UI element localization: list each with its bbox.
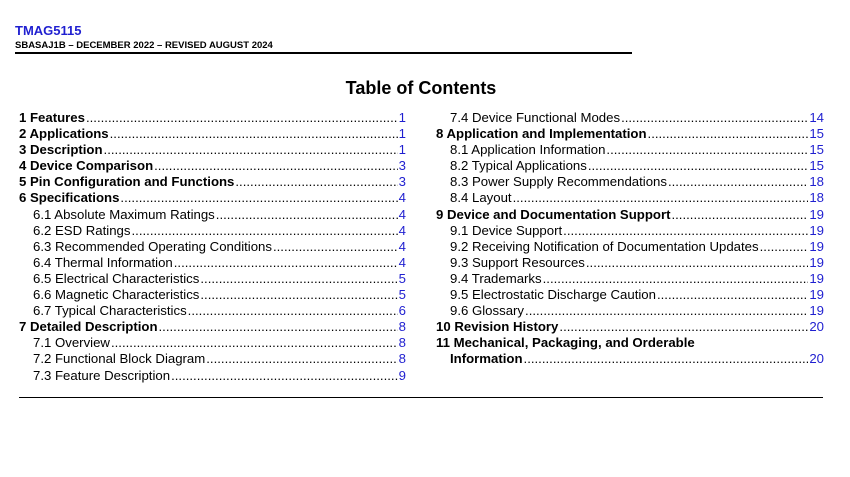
toc-entry-label[interactable]: 6 Specifications bbox=[19, 190, 120, 206]
toc-leader-dots bbox=[159, 319, 398, 335]
toc-leader-dots bbox=[154, 158, 398, 174]
toc-entry-7-1-overview[interactable] bbox=[19, 335, 406, 351]
toc-leader-dots bbox=[513, 190, 809, 206]
toc-entry-8-2-typical-applications[interactable] bbox=[436, 158, 824, 174]
toc-leader-dots bbox=[606, 142, 808, 158]
toc-entry-label[interactable]: 7.1 Overview bbox=[33, 335, 110, 351]
toc-leader-dots bbox=[588, 158, 808, 174]
toc-entry-6-6-magnetic-characteristics[interactable] bbox=[19, 287, 406, 303]
toc-page-link[interactable]: 19 bbox=[809, 254, 824, 270]
toc-page-link[interactable]: 18 bbox=[809, 174, 824, 190]
toc-entry-label[interactable]: 8.3 Power Supply Recommendations bbox=[450, 174, 667, 190]
toc-page-link[interactable]: 9 bbox=[398, 367, 406, 383]
toc-page-link[interactable]: 3 bbox=[398, 174, 406, 190]
toc-entry-6-7-typical-characteristics[interactable] bbox=[19, 303, 406, 319]
toc-entry-8-application-and-implementation[interactable] bbox=[436, 126, 824, 142]
toc-entry-8-3-power-supply-recommendations[interactable] bbox=[436, 174, 824, 190]
toc-entry-6-2-esd-ratings[interactable] bbox=[19, 223, 406, 239]
toc-page-link[interactable]: 20 bbox=[809, 351, 824, 367]
footer-divider bbox=[19, 397, 823, 398]
toc-page-link[interactable]: 4 bbox=[398, 254, 406, 270]
toc-leader-dots bbox=[110, 126, 398, 142]
toc-entry-label[interactable]: 8.4 Layout bbox=[450, 190, 512, 206]
header-divider bbox=[15, 52, 632, 54]
toc-entry-label[interactable]: 6.3 Recommended Operating Conditions bbox=[33, 238, 272, 254]
toc-entry-7-3-feature-description[interactable] bbox=[19, 368, 406, 384]
toc-entry-label[interactable]: 6.2 ESD Ratings bbox=[33, 222, 131, 238]
toc-page-link[interactable]: 19 bbox=[809, 238, 824, 254]
toc-entry-11-mechanical-packaging-and-orderable[interactable] bbox=[436, 335, 824, 351]
toc-entry-6-5-electrical-characteristics[interactable] bbox=[19, 271, 406, 287]
toc-entry-9-3-support-resources[interactable] bbox=[436, 255, 824, 271]
toc-entry-label[interactable]: 9.4 Trademarks bbox=[450, 270, 542, 286]
toc-page-link[interactable]: 19 bbox=[809, 303, 824, 319]
toc-entry-1-features[interactable] bbox=[19, 110, 406, 126]
toc-leader-dots bbox=[273, 239, 398, 255]
toc-entry-label[interactable]: 9 Device and Documentation Support bbox=[436, 206, 671, 222]
toc-entry-label[interactable]: 11 Mechanical, Packaging, and Orderable bbox=[436, 335, 695, 351]
toc-entry-label[interactable]: 5 Pin Configuration and Functions bbox=[19, 174, 235, 190]
toc-leader-dots bbox=[86, 110, 398, 126]
toc-page-link[interactable]: 5 bbox=[398, 270, 406, 286]
toc-entry-label[interactable]: 6.7 Typical Characteristics bbox=[33, 303, 187, 319]
toc-page-link[interactable]: 14 bbox=[809, 110, 824, 125]
toc-page-link[interactable]: 8 bbox=[398, 319, 406, 335]
toc-leader-dots bbox=[171, 368, 398, 384]
toc-leader-dots bbox=[657, 287, 808, 303]
toc-leader-dots bbox=[111, 335, 398, 351]
toc-entry-6-1-absolute-maximum-ratings[interactable] bbox=[19, 207, 406, 223]
toc-entry-label[interactable]: 7 Detailed Description bbox=[19, 319, 158, 335]
toc-leader-dots bbox=[200, 287, 397, 303]
toc-page-link[interactable]: 1 bbox=[398, 110, 406, 125]
toc-page-link[interactable]: 15 bbox=[809, 158, 824, 174]
toc-entry-9-5-electrostatic-discharge-caution[interactable] bbox=[436, 287, 824, 303]
toc-entry-label[interactable]: 7.4 Device Functional Modes bbox=[450, 110, 621, 125]
toc-page-link[interactable]: 18 bbox=[809, 190, 824, 206]
toc-leader-dots bbox=[188, 303, 398, 319]
toc-entry-label[interactable]: 4 Device Comparison bbox=[19, 158, 154, 174]
toc-entry-4-device-comparison[interactable] bbox=[19, 158, 406, 174]
toc-leader-dots bbox=[525, 303, 808, 319]
toc-leader-dots bbox=[668, 174, 808, 190]
toc-entry-label[interactable]: 7.3 Feature Description bbox=[33, 367, 171, 383]
toc-entry-label[interactable]: 8 Application and Implementation bbox=[436, 126, 647, 142]
toc-leader-dots bbox=[206, 351, 397, 367]
toc-page-link[interactable]: 15 bbox=[809, 126, 824, 142]
toc-leader-dots bbox=[216, 207, 398, 223]
toc-page-link[interactable]: 19 bbox=[809, 287, 824, 303]
toc-entry-9-device-and-documentation-support[interactable] bbox=[436, 207, 824, 223]
toc-entry-10-revision-history[interactable] bbox=[436, 319, 824, 335]
toc-entry-information[interactable] bbox=[436, 351, 824, 367]
toc-entry-6-3-recommended-operating-conditions[interactable] bbox=[19, 239, 406, 255]
toc-entry-label[interactable]: 8.1 Application Information bbox=[450, 142, 606, 158]
toc-leader-dots bbox=[648, 126, 809, 142]
toc-entry-7-4-device-functional-modes[interactable] bbox=[436, 110, 824, 126]
toc-page-link[interactable]: 1 bbox=[398, 142, 406, 158]
toc-entry-label[interactable]: 10 Revision History bbox=[436, 319, 559, 335]
toc-page-link[interactable]: 19 bbox=[809, 222, 824, 238]
toc-page-link[interactable]: 4 bbox=[398, 190, 406, 206]
toc-leader-dots bbox=[671, 207, 808, 223]
toc-entry-label[interactable]: 8.2 Typical Applications bbox=[450, 158, 587, 174]
toc-entry-9-1-device-support[interactable] bbox=[436, 223, 824, 239]
toc-entry-6-specifications[interactable] bbox=[19, 190, 406, 206]
toc-entry-label[interactable]: 9.2 Receiving Notification of Documentation Updates bbox=[450, 238, 759, 254]
toc-entry-2-applications[interactable] bbox=[19, 126, 406, 142]
toc-page-link[interactable]: 4 bbox=[398, 238, 406, 254]
document-title[interactable]: TMAG5115 bbox=[15, 23, 82, 38]
toc-entry-label[interactable]: 1 Features bbox=[19, 110, 85, 125]
toc-page-link[interactable]: 4 bbox=[398, 206, 406, 222]
toc-page-link[interactable]: 19 bbox=[809, 270, 824, 286]
toc-entry-label[interactable]: 9.3 Support Resources bbox=[450, 254, 585, 270]
toc-entry-6-4-thermal-information[interactable] bbox=[19, 255, 406, 271]
toc-page-link[interactable]: 8 bbox=[398, 351, 406, 367]
toc-entry-3-description[interactable] bbox=[19, 142, 406, 158]
toc-leader-dots bbox=[563, 223, 808, 239]
toc-entry-label[interactable]: 7.2 Functional Block Diagram bbox=[33, 351, 206, 367]
toc-leader-dots bbox=[524, 351, 809, 367]
toc-leader-dots bbox=[621, 110, 808, 126]
toc-page-link[interactable]: 6 bbox=[398, 303, 406, 319]
toc-heading: Table of Contents bbox=[345, 78, 497, 98]
toc-leader-dots bbox=[174, 255, 398, 271]
toc-entry-9-2-receiving-notification-of-documentation-updates[interactable] bbox=[436, 239, 824, 255]
toc-leader-dots bbox=[559, 319, 808, 335]
toc-left-column bbox=[19, 110, 406, 384]
toc-leader-dots bbox=[235, 174, 397, 190]
toc-entry-label[interactable]: Information bbox=[450, 351, 523, 367]
toc-entry-7-detailed-description[interactable] bbox=[19, 319, 406, 335]
toc-page-link[interactable]: 8 bbox=[398, 335, 406, 351]
toc-leader-dots bbox=[132, 223, 398, 239]
toc-page-link[interactable]: 4 bbox=[398, 222, 406, 238]
toc-entry-9-4-trademarks[interactable] bbox=[436, 271, 824, 287]
toc-page-link[interactable]: 3 bbox=[398, 158, 406, 174]
toc-entry-8-4-layout[interactable] bbox=[436, 190, 824, 206]
toc-entry-label[interactable]: 6.4 Thermal Information bbox=[33, 254, 173, 270]
toc-entry-label[interactable]: 6.1 Absolute Maximum Ratings bbox=[33, 206, 215, 222]
toc-entry-8-1-application-information[interactable] bbox=[436, 142, 824, 158]
document-revision-info: SBASAJ1B – DECEMBER 2022 – REVISED AUGUST 2024 bbox=[15, 40, 273, 51]
toc-right-column bbox=[436, 110, 824, 368]
toc-entry-label[interactable]: 2 Applications bbox=[19, 126, 109, 142]
toc-entry-label[interactable]: 3 Description bbox=[19, 142, 103, 158]
toc-leader-dots bbox=[200, 271, 397, 287]
toc-page-link[interactable]: 20 bbox=[809, 319, 824, 335]
toc-entry-9-6-glossary[interactable] bbox=[436, 303, 824, 319]
toc-entry-label[interactable]: 9.6 Glossary bbox=[450, 303, 525, 319]
toc-entry-label[interactable]: 9.5 Electrostatic Discharge Caution bbox=[450, 287, 656, 303]
toc-page-link[interactable]: 19 bbox=[809, 206, 824, 222]
toc-leader-dots bbox=[586, 255, 808, 271]
toc-entry-label[interactable]: 9.1 Device Support bbox=[450, 222, 563, 238]
toc-entry-label[interactable]: 6.6 Magnetic Characteristics bbox=[33, 287, 200, 303]
toc-entry-5-pin-configuration-and-functions[interactable] bbox=[19, 174, 406, 190]
toc-leader-dots bbox=[543, 271, 809, 287]
toc-entry-label[interactable]: 6.5 Electrical Characteristics bbox=[33, 270, 200, 286]
toc-leader-dots bbox=[760, 239, 809, 255]
toc-leader-dots bbox=[104, 142, 398, 158]
toc-page-link[interactable]: 15 bbox=[809, 142, 824, 158]
toc-page-link[interactable]: 5 bbox=[398, 287, 406, 303]
toc-entry-7-2-functional-block-diagram[interactable] bbox=[19, 351, 406, 367]
toc-page-link[interactable]: 1 bbox=[398, 126, 406, 142]
toc-leader-dots bbox=[120, 190, 397, 206]
